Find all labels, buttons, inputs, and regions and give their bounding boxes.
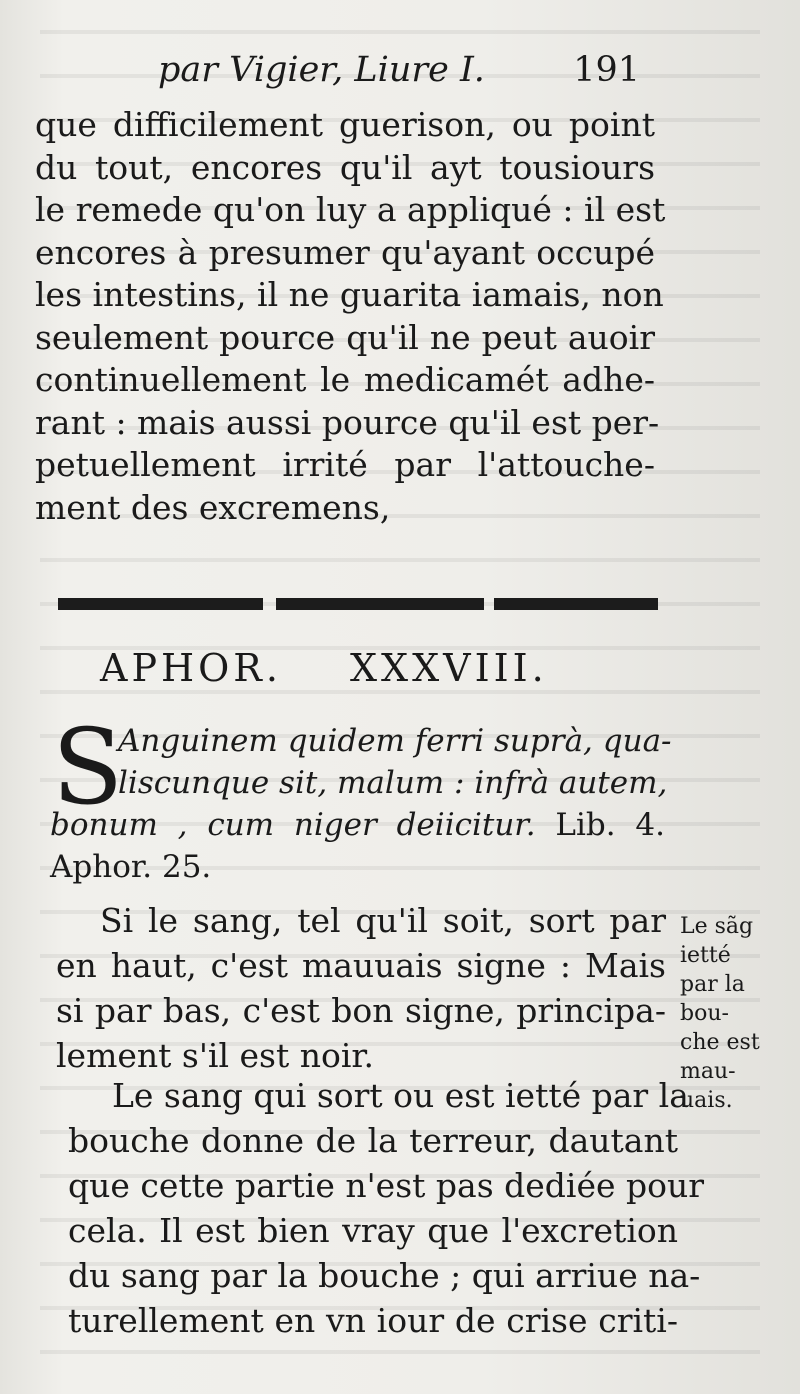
margin-note-line: mau- — [680, 1059, 736, 1084]
text-line: turellement en vn iour de crise criti- — [68, 1301, 678, 1340]
margin-note-line: uais. — [680, 1088, 733, 1113]
page-number: 191 — [573, 50, 640, 90]
margin-note-line: che est — [680, 1030, 760, 1055]
text-line: encores à presumer qu'ayant occupé — [35, 232, 655, 272]
latin-citation: Lib. 4. — [535, 807, 665, 843]
rule-segment — [58, 598, 263, 610]
heading-label: APHOR. — [100, 646, 282, 690]
text-line: Le sang qui sort ou est ietté par la — [112, 1076, 689, 1115]
rule-segment — [276, 598, 484, 610]
text-line: le remede qu'on luy a appliqué : il est — [35, 190, 666, 229]
text-line: petuellement irrité par l'attouche- — [35, 445, 655, 484]
text-line: bouche donne de la terreur, dautant — [68, 1121, 678, 1160]
section-divider-rule — [58, 598, 658, 610]
text-line: du sang par la bouche ; qui arriue na- — [68, 1256, 701, 1295]
latin-line: Anguinem quidem ferri suprà, qua- — [118, 723, 672, 759]
latin-aphorism — [50, 706, 672, 888]
text-line: Si le sang, tel qu'il soit, sort par — [100, 901, 666, 940]
text-line: que difficilement guerison, ou point — [35, 105, 655, 144]
french-translation — [56, 898, 666, 1078]
text-line: lement s'il est noir. — [56, 1036, 375, 1075]
latin-citation-line: Aphor. 25. — [50, 849, 212, 885]
rule-segment — [494, 598, 658, 610]
paragraph-continuation — [35, 104, 666, 529]
heading-number: XXXVIII. — [350, 646, 548, 690]
margin-note-line: ietté — [680, 943, 731, 968]
text-line: seulement pource qu'il ne peut auoir — [35, 317, 655, 357]
margin-note-line: Le sãg — [680, 914, 754, 939]
running-head — [150, 50, 650, 100]
drop-capital: S — [52, 706, 124, 828]
margin-note — [680, 912, 780, 1115]
latin-line: liscunque sit, malum : infrà autem, — [118, 765, 668, 801]
latin-italic-text: bonum , cum niger deiicitur. — [50, 807, 536, 843]
margin-note-line: bou- — [680, 1001, 729, 1026]
text-line: en haut, c'est mauuais signe : Mais — [56, 946, 666, 985]
text-line: les intestins, il ne guarita iamais, non — [35, 275, 664, 314]
margin-note-line: par la — [680, 972, 745, 997]
latin-line — [50, 804, 665, 846]
text-line: que cette partie n'est pas dediée pour — [68, 1166, 705, 1205]
text-line: ment des excremens, — [35, 487, 391, 527]
text-line: rant : mais aussi pource qu'il est per- — [35, 402, 660, 442]
text-line: du tout, encores qu'il ayt tousiours — [35, 147, 655, 187]
text-line: continuellement le medicamét adhe- — [35, 360, 655, 399]
text-line: cela. Il est bien vray que l'excretion — [68, 1211, 678, 1250]
aphorism-heading — [100, 646, 600, 696]
commentary-paragraph — [68, 1073, 705, 1343]
running-head-title: par Vigier, Liure I. — [158, 50, 485, 90]
text-line: si par bas, c'est bon signe, principa- — [56, 991, 666, 1030]
